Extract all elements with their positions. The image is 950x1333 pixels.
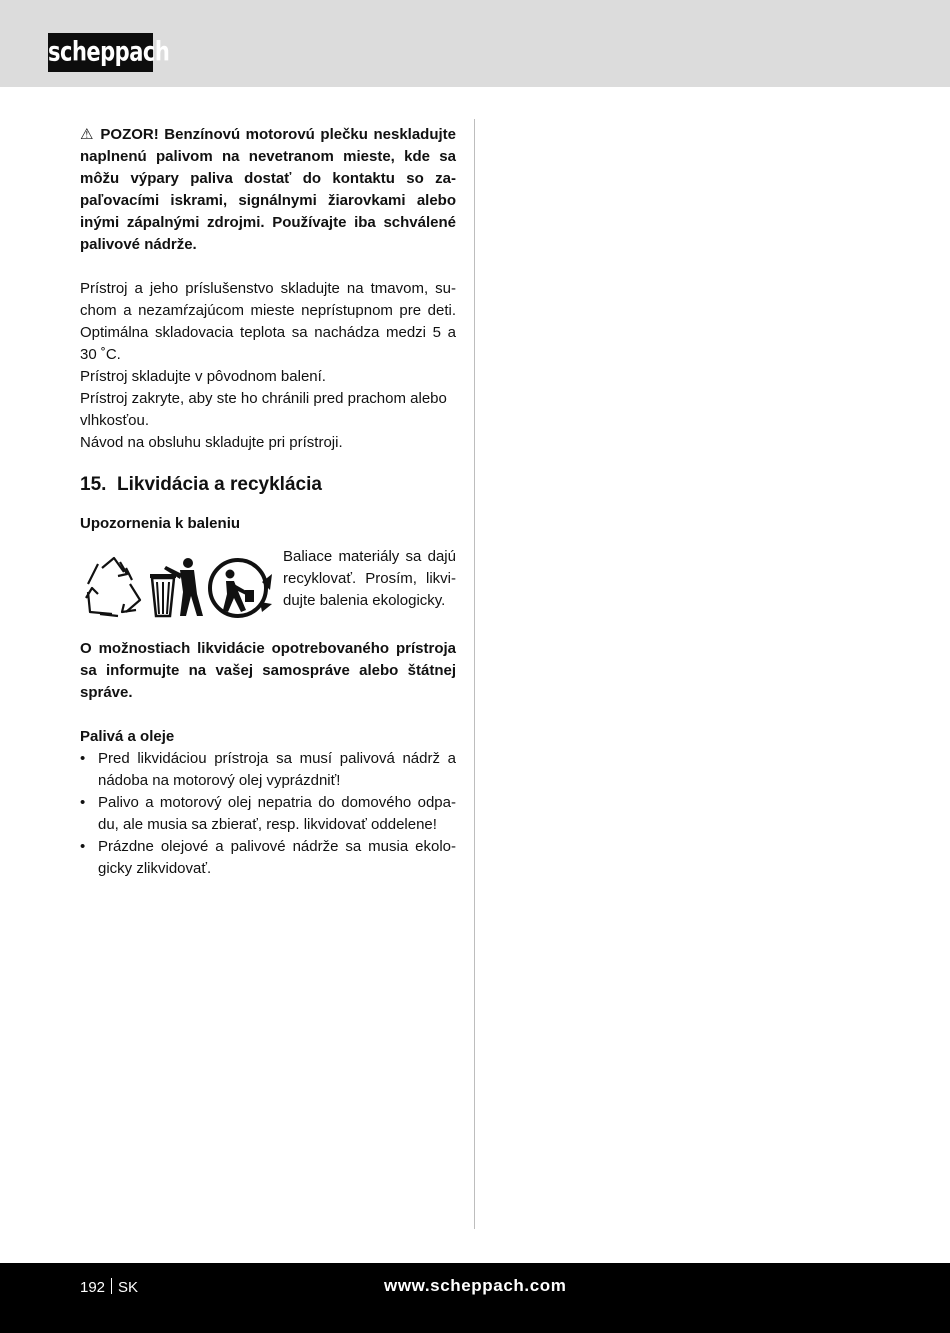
storage-line: Prístroj zakryte, aby ste ho chránili pred prachom alebo vlhkosťou. [80,390,447,429]
recycle-icon [86,558,140,616]
page-header [0,0,950,87]
storage-line: Návod na obsluhu skladujte pri prístroji. [80,434,343,451]
storage-line: Prístroj skladujte v pôvodnom balení. [80,368,326,385]
disposal-info: O možnostiach likvidácie opotrebovaného prístroja sa informujte na vašej samospráve alebo štátnej správe. [80,640,456,701]
website-link[interactable]: www.scheppach.com [384,1276,567,1295]
section-number: 15. [80,474,107,495]
list-item: • Pred likvidáciou prístroja sa musí palivová nádrž a nádoba na motorový olej vyprázdniť! [80,750,456,789]
fuels-heading: Palivá a oleje [80,728,175,745]
recycle-person-icon [210,560,272,616]
trash-bin-icon [150,558,203,616]
main-column [80,124,456,880]
packaging-block [80,546,456,638]
warning-text: POZOR! Benzínovú motorovú plečku neskladujte naplnenú palivom na nevetranom mieste, kde sa môžu výpary paliva dostať do kontaktu so zapaľovacími iskrami, signálnymi žiarovkami alebo inými zápalnými zdrojmi. Používajte iba schválené palivové nádrže. [80,126,457,253]
packaging-icons [82,554,276,620]
section-heading [80,471,456,499]
warning-paragraph [80,124,456,256]
list-item: • Palivo a motorový olej nepatria do domového odpadu, ale musia sa zbierať, resp. likvidovať oddelene! [80,794,456,833]
column-divider [474,119,475,1229]
packaging-text: Baliace materiály sa dajú recyklovať. Prosím, likvidujte balenia ekologicky. [283,548,456,609]
page-number: 192 [80,1279,106,1296]
list-item: • Prázdne olejové a palivové nádrže sa musia ekologicky zlikvidovať. [80,838,456,877]
page-info [80,1278,138,1297]
page-footer [0,1263,950,1333]
storage-paragraph: Prístroj a jeho príslušenstvo skladujte na tmavom, suchom a nezamŕzajúcom mieste neprístupnom pre deti. Optimálna skladovacia teplota sa nachádza medzi 5 a 30 ˚C. [80,280,456,363]
scheppach-logo: scheppach [48,33,153,72]
fuels-list [80,748,456,880]
packaging-heading: Upozornenia k baleniu [80,515,241,532]
warning-triangle-icon: ⚠ [80,126,95,143]
section-title: Likvidácia a recyklácia [117,474,322,495]
language-code: SK [118,1279,139,1296]
